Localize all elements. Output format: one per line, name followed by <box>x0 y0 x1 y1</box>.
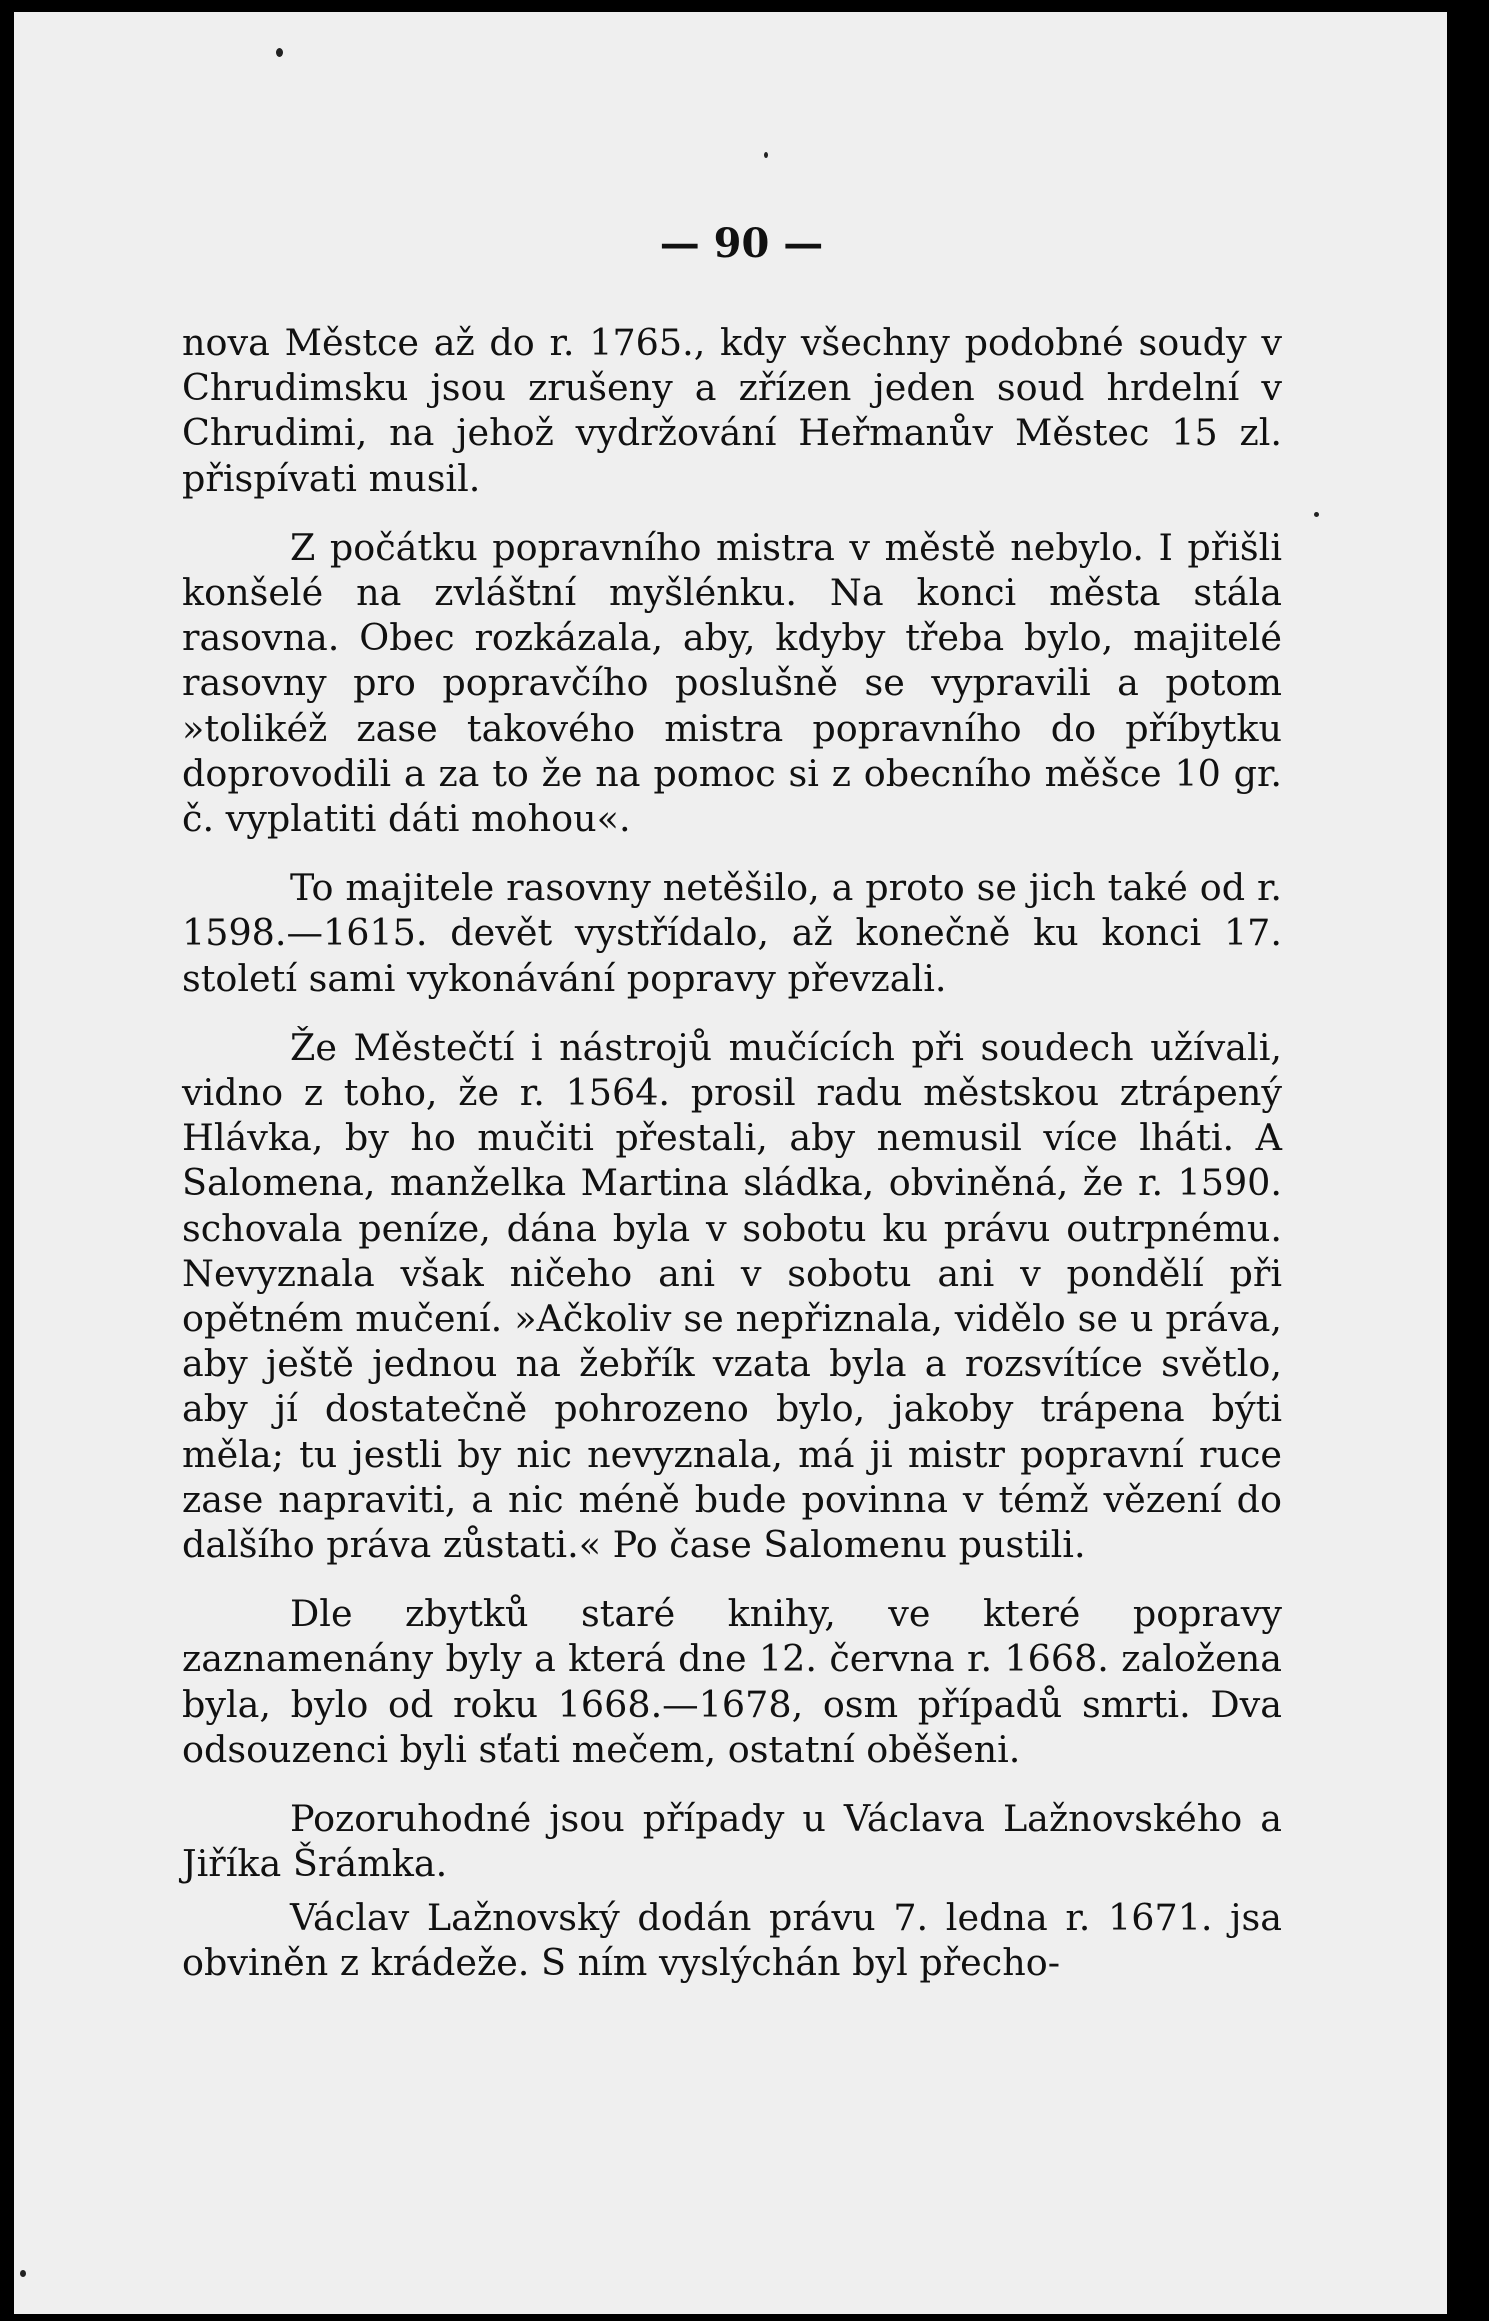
paragraph: Pozoruhodné jsou případy u Václava Lažnovského a Jiříka Šrámka. <box>182 1797 1282 1886</box>
print-speck <box>276 48 283 57</box>
paragraph: Václav Lažnovský dodán právu 7. ledna r. 1671. jsa obviněn z krádeže. S ním vyslýchán byl přecho- <box>182 1895 1282 1984</box>
page-edge-shadow <box>1447 12 1469 2314</box>
body-text <box>182 320 1282 2009</box>
paragraph: Z počátku popravního mistra v městě nebylo. I přišli konšelé na zvláštní myšlénku. Na konci města stála rasovna. Obec rozkázala, aby, kdyby třeba bylo, majitelé rasovny pro popravčího poslušně se vypravili a potom »tolikéž zase takového mistra popravního do příbytku doprovodili a za to že na pomoc si z obecního měšce 10 gr. č. vyplatiti dáti mohou«. <box>182 525 1282 841</box>
print-speck <box>20 2270 26 2277</box>
paragraph-continued: nova Městce až do r. 1765., kdy všechny podobné soudy v Chrudimsku jsou zrušeny a zřízen jeden soud hrdelní v Chrudimi, na jehož vydržování Heřmanův Městec 15 zl. přispívati musil. <box>182 321 1282 500</box>
book-page <box>14 12 1469 2314</box>
paragraph: Že Městečtí i nástrojů mučících při soudech užívali, vidno z toho, že r. 1564. prosil radu městskou ztrápený Hlávka, by ho mučiti přestali, aby nemusil více lháti. A Salomena, manželka Martina sládka, obviněná, že r. 1590. schovala peníze, dána byla v sobotu ku právu outrpnému. Nevyznala však ničeho ani v sobotu ani v pondělí při opětném mučení. »Ačkoliv se nepřiznala, vidělo se u práva, aby ještě jednou na žebřík vzata byla a rozsvítíce světlo, aby jí dostatečně pohrozeno bylo, jakoby trápena býti měla; tu jestli by nic nevyznala, má ji mistr popravní ruce zase napraviti, a nic méně bude povinna v témž vězení do dalšího práva zůstati.« Po čase Salomenu pustili. <box>182 1025 1282 1567</box>
print-speck <box>1314 512 1319 517</box>
print-speck <box>764 152 768 158</box>
paragraph: To majitele rasovny netěšilo, a proto se jich také od r. 1598.—1615. devět vystřídalo, až konečně ku konci 17. století sami vykonávání popravy převzali. <box>182 866 1282 1000</box>
paragraph: Dle zbytků staré knihy, ve které popravy zaznamenány byly a která dne 12. června r. 1668. založena byla, bylo od roku 1668.—1678, osm případů smrti. Dva odsouzenci byli sťati mečem, ostatní oběšeni. <box>182 1592 1282 1771</box>
page-number: — 90 — <box>659 220 824 267</box>
